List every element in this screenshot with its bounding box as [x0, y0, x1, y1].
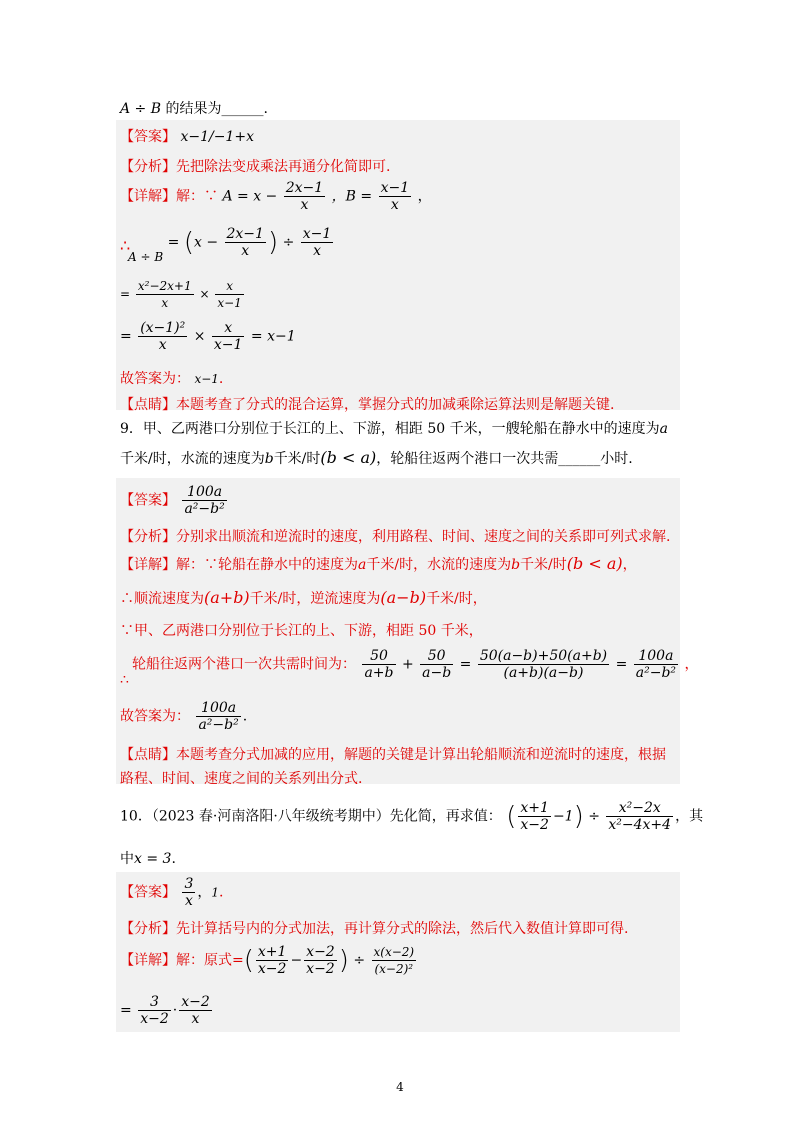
- punct: .: [171, 851, 176, 867]
- q10-question-line1: [120, 800, 703, 833]
- denominator: x: [300, 197, 309, 213]
- divide: ÷: [282, 234, 295, 251]
- numerator: 3: [138, 994, 171, 1011]
- denominator: a²−b²: [635, 665, 677, 681]
- numerator: 50: [420, 648, 453, 665]
- answer-label: 【答案】: [120, 492, 176, 509]
- paren-close: ): [338, 945, 349, 976]
- paren-open: (: [183, 227, 194, 258]
- fraction: [478, 648, 609, 681]
- numerator: 2x−1: [226, 226, 264, 242]
- numerator: 50(a−b)+50(a+b): [479, 648, 608, 664]
- q8-answer-line: [120, 126, 254, 146]
- question-text: 9．甲、乙两港口分别位于长江的上、下游，相距 50 千米，一艘轮船在静水中的速度为: [120, 421, 660, 437]
- numerator: 3: [184, 876, 194, 892]
- answer-fraction: [182, 484, 226, 517]
- fraction: [518, 800, 551, 833]
- condition: (b < a): [566, 554, 623, 573]
- q10-step2: [120, 994, 214, 1027]
- denominator: x: [161, 296, 169, 310]
- denominator: x−1: [213, 337, 243, 353]
- expression: (a−b): [380, 588, 427, 607]
- denominator: (a+b)(a−b): [503, 665, 584, 681]
- numerator: 100a: [634, 648, 678, 665]
- q8-comment: [120, 394, 614, 414]
- times: ×: [199, 287, 210, 301]
- denominator: x−2: [520, 817, 549, 833]
- denominator: x: [241, 243, 250, 259]
- expression: x = 3: [134, 851, 172, 867]
- numerator: x+1: [257, 944, 287, 960]
- minus-one: −1: [552, 808, 574, 825]
- paren-close: ): [267, 227, 279, 258]
- question-text: ，其: [675, 808, 704, 825]
- punct: .: [218, 371, 224, 387]
- fraction: [362, 648, 395, 681]
- q9-detail-line: [120, 554, 637, 574]
- numerator: 100a: [182, 484, 226, 501]
- denominator: x: [184, 893, 193, 909]
- fraction: [372, 944, 417, 977]
- fraction: [138, 320, 187, 353]
- detail-text: 千米/时，逆流速度为: [249, 591, 381, 607]
- fraction: [284, 180, 325, 213]
- q9-detail-line3: ∵甲、乙两港口分别位于长江的上、下游，相距 50 千米，: [120, 623, 483, 639]
- denominator: a+b: [364, 665, 394, 681]
- denominator: a²−b²: [198, 717, 239, 733]
- detail-text: 千米/时，: [426, 591, 487, 607]
- comment-label: 【点睛】: [120, 397, 176, 413]
- expression: (a+b): [204, 588, 250, 607]
- q9-comment-line2: 路程、时间、速度之间的关系列出分式.: [120, 771, 363, 787]
- denominator: x−1: [217, 296, 242, 310]
- question-text: 千米/时，水流的速度为: [120, 451, 265, 467]
- denominator: x: [191, 1011, 200, 1027]
- q8-step2: [120, 278, 246, 311]
- punct: ，: [684, 656, 699, 673]
- q10-answer-line: [120, 876, 223, 909]
- analysis-text: 先计算括号内的分式加法，再计算分式的除法，然后代入数值计算即可得.: [176, 921, 629, 937]
- final-prefix: 故答案为：: [120, 708, 190, 725]
- fraction: [420, 648, 453, 681]
- condition: (b < a): [320, 448, 377, 467]
- punct: .: [242, 708, 248, 725]
- detail-text: 轮船往返两个港口一次共需时间为：: [132, 656, 356, 673]
- equals: =: [167, 234, 180, 251]
- numerator: (x−1)²: [140, 320, 186, 336]
- fraction: [379, 180, 412, 213]
- paren-open: (: [243, 945, 254, 976]
- answer-value: x−1/−1+x: [180, 129, 254, 145]
- fraction: [304, 944, 337, 977]
- detail-label: 【详解】: [120, 557, 176, 573]
- fraction: [256, 944, 289, 977]
- variable: b: [511, 557, 521, 573]
- detail-text: ∴顺流速度为: [120, 591, 204, 607]
- denominator: (x−2)²: [374, 962, 414, 976]
- q9-analysis-line: [120, 526, 670, 546]
- punct: ，: [622, 557, 637, 573]
- result: = x−1: [250, 328, 296, 345]
- fraction: [212, 320, 245, 353]
- numerator: 2x−1: [285, 180, 324, 196]
- denominator: a²−b²: [184, 501, 225, 517]
- analysis-label: 【分析】: [120, 159, 176, 175]
- q10-analysis-line: [120, 918, 628, 938]
- numerator: x−2: [306, 944, 335, 960]
- punct: .: [219, 884, 224, 901]
- numerator: x: [212, 320, 245, 337]
- question-text: 千米/时: [273, 451, 321, 467]
- paren-open: (: [506, 801, 517, 832]
- detail-prefix: 解：∵: [176, 188, 218, 205]
- denominator: x: [313, 243, 321, 259]
- fraction: [136, 278, 194, 311]
- detail-prefix: 解：原式=: [176, 952, 244, 969]
- answer-label: 【答案】: [120, 884, 176, 901]
- q8-final-answer: [120, 368, 223, 388]
- comment-label: 【点睛】: [120, 747, 176, 763]
- denominator: a−b: [422, 665, 452, 681]
- analysis-label: 【分析】: [120, 921, 176, 937]
- q8-step3: [120, 320, 296, 353]
- minus: −: [290, 952, 303, 969]
- q10-question-line2: [120, 848, 176, 868]
- numerator: x−2: [181, 994, 210, 1010]
- q8-step1: [128, 226, 335, 264]
- inner: x −: [193, 234, 219, 251]
- variable: b: [264, 451, 274, 467]
- fraction: [196, 700, 240, 733]
- analysis-label: 【分析】: [120, 529, 176, 545]
- fraction: [225, 226, 266, 259]
- detail-text: 千米/时: [520, 557, 567, 573]
- denominator: x²−4x+4: [608, 817, 672, 833]
- equals: =: [459, 656, 472, 673]
- expr-a: A = x −: [222, 188, 278, 205]
- fraction: [138, 994, 171, 1027]
- fraction: [179, 994, 212, 1027]
- q8-analysis-line: [120, 156, 390, 176]
- q9-question-line1: [120, 418, 668, 438]
- dot: ·: [172, 1002, 178, 1019]
- variable: a: [659, 421, 668, 437]
- comment-text: 本题考查了分式的混合运算，掌握分式的加减乘除运算法则是解题关键.: [176, 397, 615, 413]
- numerator: x(x−2): [373, 945, 415, 959]
- answer-fraction: [182, 876, 195, 909]
- numerator: x+1: [520, 800, 549, 816]
- numerator: x²−2x: [606, 800, 673, 817]
- numerator: x²−2x+1: [137, 279, 192, 293]
- detail-label: 【详解】: [120, 188, 176, 205]
- q9-detail-line4: [132, 648, 698, 681]
- paren-close: ): [573, 801, 584, 832]
- detail-text: 千米/时，水流的速度为: [366, 557, 512, 573]
- step1-left: A ÷ B: [128, 249, 164, 264]
- final-prefix: 故答案为：: [120, 371, 190, 387]
- analysis-text: 分别求出顺流和逆流时的速度，利用路程、时间、速度之间的关系即可列式求解.: [176, 529, 671, 545]
- question-text: 的结果为______.: [165, 101, 268, 117]
- equals: =: [120, 1002, 132, 1019]
- q10-detail-line: [120, 944, 418, 977]
- question-text: 10．（2023 春·河南洛阳·八年级统考期中）先化简，再求值：: [120, 808, 502, 825]
- equals: =: [615, 656, 628, 673]
- detail-label: 【详解】: [120, 952, 176, 969]
- detail-text: 解：∵轮船在静水中的速度为: [176, 557, 358, 573]
- numerator: x: [215, 278, 243, 295]
- numerator: 100a: [196, 700, 240, 717]
- expr-b: ，B =: [331, 188, 373, 205]
- punct: ，: [417, 188, 432, 205]
- times: ×: [193, 328, 206, 345]
- q8-detail-line: [120, 180, 432, 213]
- page-number: 4: [396, 1080, 404, 1094]
- variable: a: [358, 557, 367, 573]
- divide: ÷: [353, 952, 366, 969]
- therefore-symbol: ∴: [120, 672, 129, 688]
- q9-answer-line: [120, 484, 229, 517]
- equals: =: [120, 287, 131, 301]
- plus: +: [401, 656, 414, 673]
- punct: ，: [197, 884, 212, 901]
- comment-text: 本题考查分式加减的应用，解题的关键是计算出轮船顺流和逆流时的速度，根据: [176, 747, 666, 763]
- q9-question-line2: [120, 448, 633, 468]
- question-text: 中: [120, 851, 134, 867]
- q9-comment: [120, 744, 666, 764]
- numerator: x−1: [380, 180, 410, 196]
- question-text: ，轮船往返两个港口一次共需______小时.: [376, 451, 633, 467]
- denominator: x: [158, 337, 167, 353]
- fraction: [606, 800, 673, 833]
- analysis-text: 先把除法变成乘法再通分化简即可.: [176, 159, 391, 175]
- question-fragment: [120, 98, 268, 118]
- numerator: 50: [362, 648, 395, 665]
- fraction: [215, 278, 243, 311]
- denominator: x−2: [306, 961, 335, 977]
- fraction: [301, 226, 334, 259]
- answer-label: 【答案】: [120, 129, 176, 145]
- equals: =: [120, 328, 132, 345]
- denominator: x−2: [257, 961, 287, 977]
- denominator: x: [390, 197, 399, 213]
- expression: A ÷ B: [120, 101, 162, 117]
- fraction: [634, 648, 678, 681]
- numerator: x−1: [302, 226, 332, 242]
- denominator: x−2: [140, 1011, 169, 1027]
- q9-final-answer: [120, 700, 247, 733]
- final-value: x−1: [194, 372, 219, 386]
- divide: ÷: [588, 808, 600, 825]
- therefore-symbol: ∴: [120, 236, 131, 255]
- q9-detail-line2: [120, 588, 487, 608]
- answer-value: 1: [211, 885, 220, 900]
